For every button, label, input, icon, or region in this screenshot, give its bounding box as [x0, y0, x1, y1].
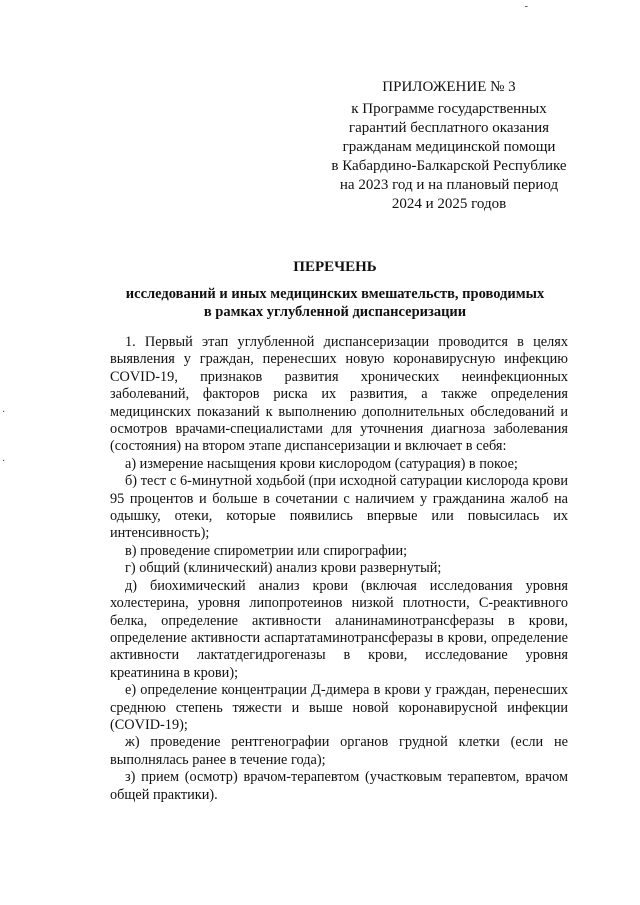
scan-mark: - [524, 1, 528, 12]
list-item-a: а) измерение насыщения крови кислородом (сатурация) в покое; [125, 455, 518, 472]
document-title: ПЕРЕЧЕНЬ [293, 259, 377, 275]
list-item-e: е) определение концентрации Д-димера в крови у граждан, перенесших среднюю степень тяжести и выше новой коронавирусной инфекции (COVID-19); [110, 682, 568, 733]
document-body [110, 334, 568, 804]
list-item-b: б) тест с 6-минутной ходьбой (при исходной сатурации кислорода крови 95 процентов и больше в сочетании с наличием у гражданина жалоб на одышку, отеки, которые появились впервые или повысилась их интенсивность); [110, 473, 568, 542]
document-subtitle-line: исследований и иных медицинских вмешательств, проводимых [125, 286, 545, 302]
appendix-header [318, 78, 580, 214]
paragraph-intro: 1. Первый этап углубленной диспансеризации проводится в целях выявления у граждан, перенесших новую коронавирусную инфекцию COVID-19, признаков развития хронических неинфекционных заболеваний, факторов риска их развития, а также определения медицинских показаний к выполнению дополнительных обследований и осмотров врачами-специалистами для уточнения диагноза заболевания (состояния) на втором этапе диспансеризации и включает в себя: [110, 334, 568, 455]
appendix-line: гарантий бесплатного оказания [348, 120, 550, 136]
appendix-line: гражданам медицинской помощи [342, 139, 556, 155]
scan-mark: · [2, 407, 6, 418]
list-item-g: г) общий (клинический) анализ крови развернутый; [125, 560, 442, 577]
list-item-v: в) проведение спирометрии или спирографии; [125, 542, 408, 559]
appendix-line: в Кабардино-Балкарской Республике [331, 158, 567, 174]
appendix-line: к Программе государственных [351, 101, 547, 117]
list-item-z: з) прием (осмотр) врачом-терапевтом (участковым терапевтом, врачом общей практики). [110, 769, 568, 803]
appendix-number: ПРИЛОЖЕНИЕ № 3 [382, 79, 516, 95]
list-item-d: д) биохимический анализ крови (включая исследования уровня холестерина, уровня липопротеинов низкой плотности, С-реактивного белка, определение активности аланинаминотрансферазы в крови, определение активности аспартатаминотрансферазы в крови, определение активности лактатдегидрогеназы в крови, исследование уровня креатинина в крови); [110, 577, 568, 681]
appendix-line: на 2023 год и на плановый период [339, 177, 559, 193]
document-subtitle-line: в рамках углубленной диспансеризации [203, 304, 467, 320]
scan-mark: · [2, 456, 6, 467]
appendix-line: 2024 и 2025 годов [391, 196, 507, 212]
list-item-zh: ж) проведение рентгенографии органов грудной клетки (если не выполнялась ранее в течение года); [110, 734, 568, 768]
document-heading [100, 257, 570, 321]
